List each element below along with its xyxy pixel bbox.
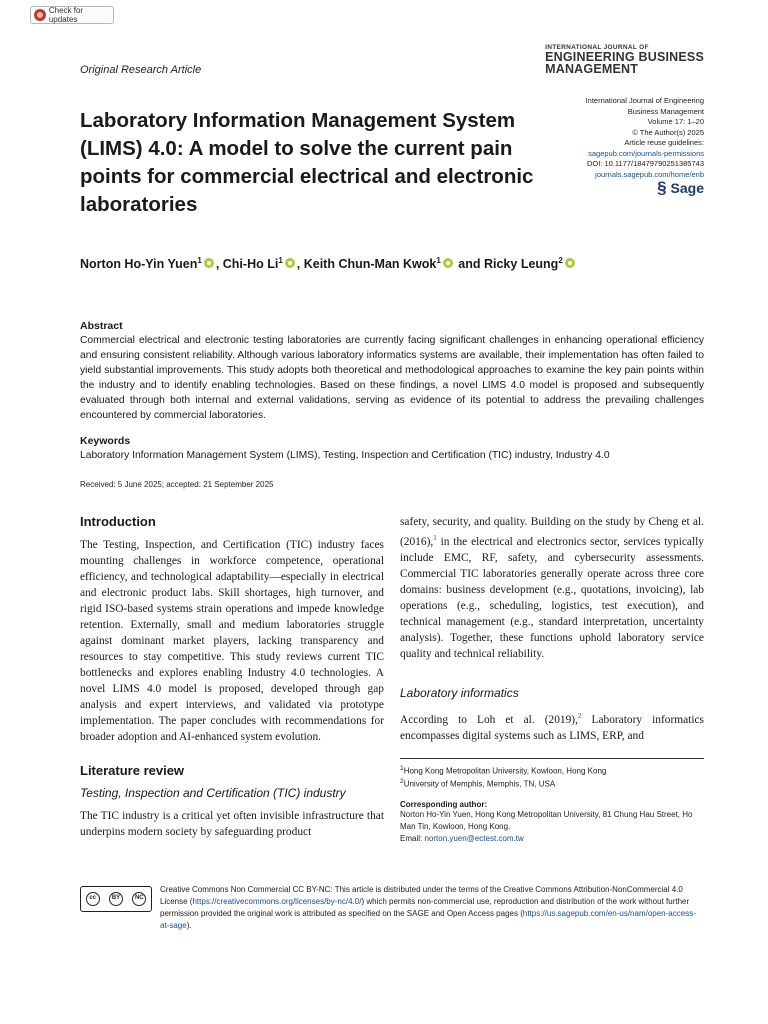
affiliation-2 (400, 776, 704, 790)
author-separator: and (454, 257, 484, 272)
author-separator: , (215, 257, 223, 272)
license-text-2: ) which permits non-commercial use, reproduction and distribution of the work without further permission provided the original work is attributed as specified on the SAGE and Open Access pages ( (160, 897, 690, 918)
email-label: Email: (400, 833, 425, 843)
tic-paragraph (400, 514, 704, 662)
license-text-3: ). (186, 921, 192, 930)
meta-copyright: © The Author(s) 2025 (632, 127, 704, 137)
author-name: Ricky Leung (483, 257, 559, 272)
informatics-text-a: According to Loh et al. (2019), (400, 713, 578, 726)
meta-doi: DOI: 10.1177/18479790251385743 (586, 159, 704, 168)
introduction-text: The Testing, Inspection, and Certification (TIC) industry faces mounting challenges in workforce competence, operational efficiency, and technological adaptability—especially in electrical and electronic product labs. Skill shortages, high turnover, and rigid ISO-based systems strain operations and impede knowledge retention. Externally, small and medium laboratories struggle against dominant market players, lacking transparency and resources to stay competitive. This study reviews current TIC bottlenecks and explores enabling Industry 4.0 technologies. A novel LIMS 4.0 model is proposed, developed through gap analysis and expert interviews, and validated via prototype implementation. The paper concludes with recommendations for broader adoption and AI-enhanced system evolution. (80, 539, 384, 743)
license-link[interactable]: https://creativecommons.org/licenses/by-nc/4.0/ (192, 897, 362, 906)
author-list (80, 256, 577, 271)
tic-text-b: in the electrical and electronics sector, services typically include EMC, RF, safety, and cybersecurity assessments. Commercial TIC laboratories generally operate across three core domains: business development (e.g., quotations, invoicing), lab operations (e.g., scheduling, logistics, test execution), and technical management (e.g., standard interpretation, uncertainty analysis). Together, these functions uphold laboratory service quality and technical reliability. (400, 535, 704, 660)
license-text-1: Creative Commons Non Commercial CC BY-NC: This article is distributed under the terms of the Creative Commons Attribution-NonCommercial 4.0 License ( (160, 885, 683, 906)
author-affil-sup: 1 (197, 256, 202, 265)
by-icon: BY (109, 892, 123, 906)
lab-informatics-paragraph (400, 708, 704, 744)
footnote-divider (400, 758, 704, 759)
author-name: Keith Chun-Man Kwok (303, 257, 437, 272)
orcid-icon[interactable] (285, 258, 295, 268)
journal-link[interactable]: journals.sagepub.com/home/enb (595, 169, 704, 179)
citation-ref[interactable]: 1 (433, 534, 437, 542)
sage-logo (524, 178, 704, 197)
check-updates-label: Check for updates (48, 6, 84, 24)
journal-logo (545, 44, 704, 75)
lab-informatics-subheading: Laboratory informatics (400, 685, 519, 700)
orcid-icon[interactable] (204, 258, 214, 268)
corresponding-email (400, 833, 704, 845)
affil-text: University of Memphis, Memphis, TN, USA (403, 779, 556, 789)
affiliation-1 (400, 763, 704, 777)
literature-review-heading: Literature review (80, 763, 185, 778)
journal-logo-line3: MANAGEMENT (545, 62, 639, 76)
abstract-text: Commercial electrical and electronic testing laboratories are currently facing significant challenges in enhancing operational efficiency and ensuring consistent reliability. Although various laboratory informatics systems are available, their implementation has often failed to yield substantial improvements. This study adopts both theoretical and methodological approaches to examine the key pain points within the industry and to identify enabling technologies. Based on these findings, a novel LIMS 4.0 model is proposed and subsequently evaluated through both internal and external validations, serving as evidence of its potential to address the prevailing challenges encountered by commercial laboratories. (80, 335, 704, 421)
meta-journal2: Business Management (627, 106, 704, 116)
affiliations (400, 763, 704, 790)
article-meta (524, 96, 704, 197)
introduction-heading: Introduction (80, 514, 156, 529)
open-access-link[interactable]: https://us.sagepub.com/en-us/nam/open-access-at-sage (160, 909, 696, 930)
orcid-icon[interactable] (443, 258, 453, 268)
literature-review-text: The TIC industry is a critical yet often invisible infrastructure that underpins modern society by safeguarding product (80, 810, 384, 838)
tic-industry-subheading: Testing, Inspection and Certification (TIC) industry (80, 786, 346, 800)
cc-icon: cc (86, 892, 100, 906)
right-column (400, 514, 704, 845)
abstract (80, 320, 704, 423)
affil-text: Hong Kong Metropolitan University, Kowloon, Hong Kong (403, 766, 607, 776)
journal-logo-line1: INTERNATIONAL JOURNAL OF (545, 44, 649, 51)
informatics-text-b: Laboratory informatics encompasses digital systems such as LIMS, ERP, and (400, 713, 704, 742)
author-name: Norton Ho-Yin Yuen (80, 257, 198, 272)
cc-by-nc-badge (80, 886, 152, 912)
check-for-updates-button[interactable] (30, 6, 114, 24)
email-link[interactable]: norton.yuen@ectest.com.tw (424, 833, 524, 843)
citation-ref[interactable]: 2 (577, 711, 582, 720)
article-type: Original Research Article (80, 64, 202, 76)
crossmark-icon (34, 9, 46, 21)
orcid-icon[interactable] (565, 258, 575, 268)
meta-reuse: Article reuse guidelines: (624, 138, 704, 147)
sage-label: Sage (670, 180, 704, 196)
keywords-text: Laboratory Information Management System (LIMS), Testing, Inspection and Certification (TIC) industry, Industry 4.0 (80, 450, 610, 461)
author-affil-sup: 1 (436, 256, 441, 265)
article-title: Laboratory Information Management System (LIMS) 4.0: A model to solve the current pain points for commercial electrical and electronic laboratories (80, 109, 534, 216)
journal-logo-line2: ENGINEERING BUSINESS (545, 50, 704, 64)
author-separator: , (296, 257, 304, 272)
corresponding-heading: Corresponding author: (400, 799, 488, 809)
corresponding-text: Norton Ho-Yin Yuen, Hong Kong Metropolitan University, 81 Chung Hau Street, Ho Man Tin, Kowloon, Hong Kong. (400, 809, 693, 831)
meta-volume: Volume 17: 1–20 (647, 117, 704, 126)
keywords-heading: Keywords (80, 435, 131, 447)
affil-sup: 2 (400, 778, 404, 786)
affil-sup: 1 (400, 764, 404, 772)
license-text (160, 884, 704, 932)
meta-journal: International Journal of Engineering (585, 96, 704, 105)
author-affil-sup: 1 (278, 256, 283, 265)
author-affil-sup: 2 (558, 256, 563, 265)
author-name: Chi-Ho Li (222, 257, 279, 272)
keywords (80, 435, 704, 463)
sage-s-icon: § (657, 178, 667, 197)
license-block (80, 884, 704, 932)
tic-text-a: safety, security, and quality. Building on the study by Cheng et al. (2016), (400, 516, 704, 548)
abstract-heading: Abstract (80, 320, 123, 332)
left-column (80, 514, 384, 840)
nc-icon: NC (132, 892, 146, 906)
received-dates: Received: 5 June 2025; accepted: 21 September 2025 (80, 480, 274, 489)
reuse-link[interactable]: sagepub.com/journals-permissions (588, 148, 704, 158)
